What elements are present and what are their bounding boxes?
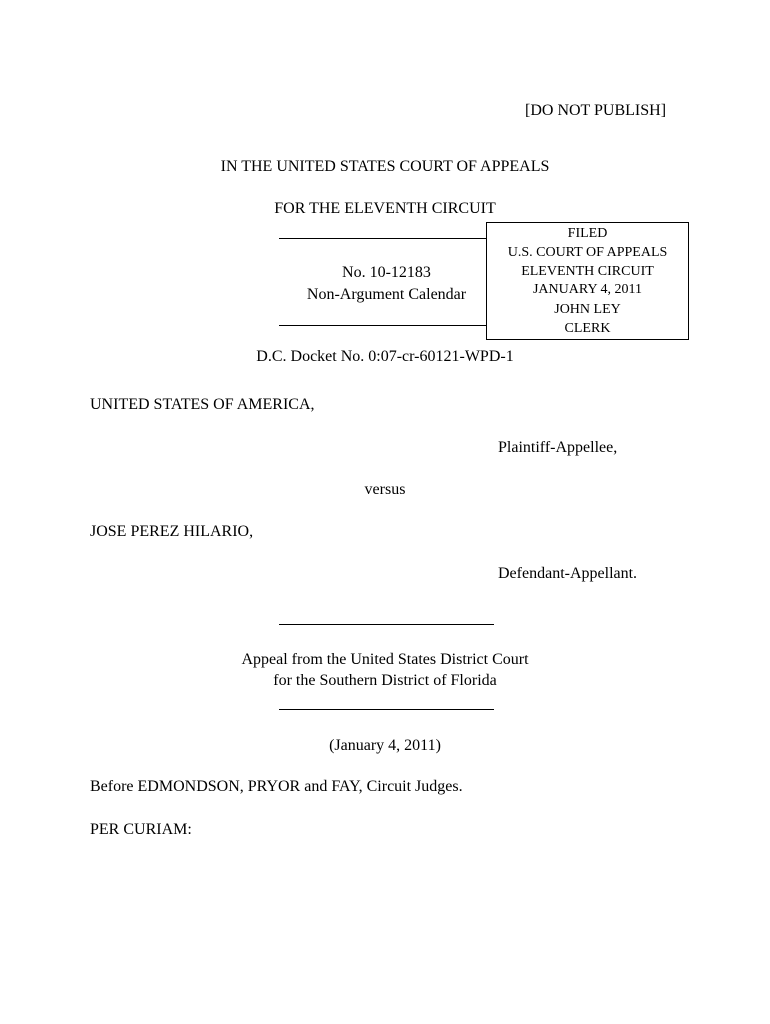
case-number: No. 10-12183 — [342, 264, 431, 281]
filed-clerk-title: CLERK — [564, 321, 611, 336]
per-curiam-heading: PER CURIAM: — [90, 821, 192, 838]
court-title: IN THE UNITED STATES COURT OF APPEALS — [220, 158, 550, 175]
appeal-rule-bottom — [279, 709, 494, 710]
filed-clerk-name: JOHN LEY — [554, 302, 621, 317]
filed-date: JANUARY 4, 2011 — [532, 282, 643, 297]
versus-text: versus — [364, 481, 406, 498]
caption-rule-top — [279, 238, 494, 239]
docket-number: D.C. Docket No. 0:07-cr-60121-WPD-1 — [256, 348, 514, 365]
plaintiff-role: Plaintiff-Appellee, — [498, 439, 618, 456]
publication-note: [DO NOT PUBLISH] — [525, 102, 667, 119]
filed-label: FILED — [567, 226, 608, 241]
caption-rule-bottom — [279, 325, 494, 326]
circuit-title: FOR THE ELEVENTH CIRCUIT — [274, 200, 496, 217]
defendant-name: JOSE PEREZ HILARIO, — [90, 523, 254, 540]
filed-court: U.S. COURT OF APPEALS — [507, 245, 668, 260]
filed-stamp — [486, 222, 689, 340]
calendar-type: Non-Argument Calendar — [306, 286, 467, 303]
plaintiff-name: UNITED STATES OF AMERICA, — [90, 396, 315, 413]
filed-circuit: ELEVENTH CIRCUIT — [521, 264, 654, 279]
defendant-role: Defendant-Appellant. — [498, 565, 638, 582]
panel-judges: Before EDMONDSON, PRYOR and FAY, Circuit Judges. — [90, 778, 463, 795]
appeal-district: for the Southern District of Florida — [273, 672, 497, 689]
decision-date: (January 4, 2011) — [329, 737, 441, 754]
appeal-rule-top — [279, 624, 494, 625]
appeal-from: Appeal from the United States District Court — [241, 651, 529, 668]
